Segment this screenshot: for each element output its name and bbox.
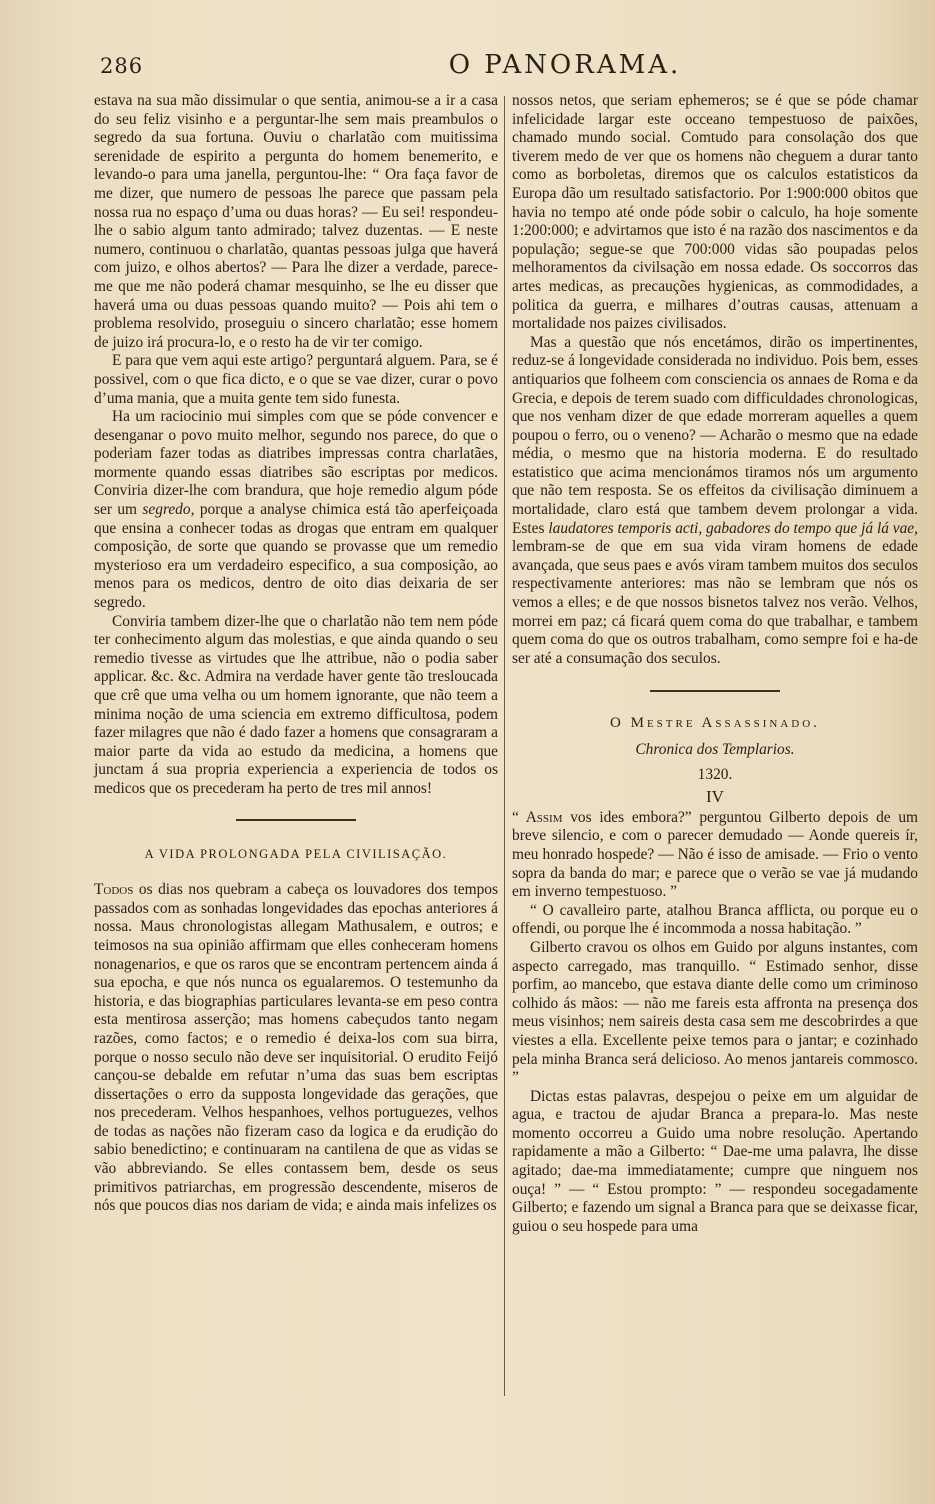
paragraph: Conviria tambem dizer-lhe que o charlatão não tem nem póde ter conhecimento algum das molestias, e que ainda quando o seu remedio tivesse as virtudes que lhe attribue, não o podia saber applicar. &c. &c. Admira na verdade haver gente tão tresloucada que crê que uma velha ou um homem ignorante, que não teem a minima noção de uma sciencia em extremo difficultosa, podem fazer milagres que não é dado fazer a homens que consagraram a maior parte da vida ao estudo da medicina, a homens que junctam á sua propria experiencia a experiencia de todos os medicos que os precederam ha perto de tres mil annos! [94,612,498,797]
paragraph-text: lembram-se de que em sua vida viram homens de edade avançada, que seus paes e avós viram tambem muitos dos seculos respectivamente anteriores: mas não se lembram que nós os vemos a elles; e de que nossos bisnetos talvez nos verão. Velhos, morrei em paz; cá ficará quem coma do que trabalhar, e tambem quem coma do que os outros trabalham, como sempre foi e ha-de ser até a consumação dos seculos. [512,538,918,667]
paragraph-text: porque a analyse chimica está tão aperfeiçoada que ensina a conhecer todas as drogas que entram em qualquer composição, de sorte que quando se provasse que um remedio mysterioso era um verdadeiro especifico, a sua composição, ao menos para os medicos, dentro de oito dias deixaria de ser segredo. [94,501,498,612]
section-rule [650,690,780,692]
paragraph [512,334,918,669]
paragraph-text: Mas a questão que nós encetámos, dirão os impertinentes, reduz-se á longevidade considerada no individuo. Pois bem, esses antiquarios que folheem com consciencia os annaes de Roma e da Grecia, e depois de terem suado com difficuldades chronologicas, que nos venham dizer de que edade morreram aquelles a quem poupou o ferro, ou o veneno? — Acharão o mesmo que na edade média, o mesmo que na historia moderna. E do resultado estatistico que acima mencionámos tiramos nós um argumento que não tem resposta. Se os effeitos da civilisação diminuem a mortalidade, claro está que tambem devem prolongar a vida. Estes [512,333,918,537]
lead-word: “ Assim [512,808,563,826]
italic-phrase: laudatores temporis acti, gabadores do tempo que já lá vae, [548,519,918,537]
paragraph-text: vos ides embora?” perguntou Gilberto depois de um breve silencio, e com o parecer demudado — Aonde quereis ír, meu honrado hospede? — Não é isso de amisade. — Frio o vento sopra da banda do mar; e parece que o verão se vae já mudando em inverno tempestuoso. ” [512,808,918,901]
paragraph [512,809,918,902]
story-subtitle: Chronica dos Templarios. [635,741,795,758]
paragraph: “ O cavalleiro parte, atalhou Branca afflicta, ou porque eu o offendi, ou porque lhe é incommoda a nossa habitação. ” [512,901,918,938]
page-header [100,50,920,86]
paragraph-text: Ha um raciocinio mui simples com que se póde convencer e desenganar o povo muito melhor, segundo nos parece, do que o poderiam fazer todas as diatribes impressas contra charlatães, mormente quando essas diatribes são escriptas por medicos. Conviria dizer-lhe com brandura, que hoje remedio algum póde ser um [94,408,498,519]
story-part-number: IV [706,787,724,807]
column-divider [504,96,505,1396]
section-rule [236,819,356,821]
left-column [94,92,498,1216]
paragraph-text: os dias nos quebram a cabeça os louvadores dos tempos passados com as sonhadas longevidades das epochas anteriores á nossa. Maus chronologistas allegam Mathusalem, e outros; e teimosos na sua opinião affirmam que elles conheceram homens nonagenarios, e que os raros que se encontram pertencem ainda á sua epocha, e que nós nunca os egualaremos. O testemunho da historia, e das biographias particulares levanta-se em peso contra esta mentirosa asserção; mas homens cabeçudos tanto negam razões, como factos; e o remedio é deixa-los com sua birra, porque o nosso seculo não deve ser inquisitorial. O erudito Feijó cançou-se debalde em refutar n’uma das suas bem escriptas dissertações o erro da supposta longevidade das gerações, que nos precederam. Velhos hespanhoes, velhos portuguezes, velhos de todas as nações não fizeram caso da logica e da erudição do sabio benedictino; e continuaram na cantilena de que as vidas se vão abbreviando. Se elles contassem bem, desde os seus primitivos patriarchas, em progressão descendente, miseros de nós que poucos dias nos dariam de vida; e ainda mais infelizes os [94,881,498,1215]
paragraph: estava na sua mão dissimular o que sentia, animou-se a ir a casa do seu feliz visinho e a perguntar-lhe sem mais preambulos o segredo da sua fortuna. Ouviu o charlatão com muitissima serenidade de espirito a pergunta do homem benemerito, e levando-o para uma janella, perguntou-lhe: “ Ora faça favor de me dizer, que numero de pessoas lhe parece que passam pela nossa rua no espaço d’uma ou duas horas? — Eu sei! respondeu-lhe o sabio algum tanto admirado; talvez duzentas. — E neste numero, continuou o charlatão, quantas pessoas julga que haverá com juizo, e olhos abertos? — Para lhe dizer a verdade, parece-me que me não poderá chamar mesquinho, se lhe eu disser que haverá uma ou duas pessoas quando muito? — Pois ahi tem o problema resolvido, proseguiu o sincero charlatão; esse homem de juizo irá procura-lo, e o resto ha de vir ter comigo. [94,92,498,351]
story-title: O Mestre Assassinado. [610,715,820,732]
right-column [512,92,918,1236]
page-number: 286 [100,54,144,78]
paragraph [94,881,498,1216]
italic-word: segredo, [142,501,195,519]
paragraph: nossos netos, que seriam ephemeros; se é que se póde chamar infelicidade largar este occeano tempestuoso de paixões, chamado mundo social. Comtudo para consolação dos que tiverem medo de ver que os homens não cheguem a durar tanto como as borboletas, diremos que os calculos estatisticos da Europa dão um resultado satisfactorio. Por 1:900:000 obitos que havia no tempo até onde póde sobir o calculo, ha hoje somente 1:200:000; e advirtamos que isto é na razão dos nascimentos e da população; segue-se que 700:000 vidas são poupadas pelos melhoramentos da civilsação em nossa edade. Os soccorros das artes medicas, as precauções hygienicas, as commodidades, a politica da guerra, e milhares d’outras causas, attenuam a mortalidade nos paizes civilisados. [512,92,918,333]
paragraph: E para que vem aqui este artigo? perguntará alguem. Para, se é possivel, com o que fica dicto, e o que se vae dizer, curar o povo d’uma mania, que a muita gente tem sido funesta. [94,352,498,407]
section-title: A VIDA PROLONGADA PELA CIVILISAÇÃO. [144,846,448,861]
journal-title: O PANORAMA. [448,50,682,80]
story-year: 1320. [697,765,733,783]
paragraph: Dictas estas palavras, despejou o peixe em um alguidar de agua, e tractou de ajudar Branca a prepara-lo. Mas neste momento occorreu a Guido uma nobre resolução. Apertando rapidamente a mão a Gilberto: “ Dae-me uma palavra, lhe disse agitado; dae-ma immediatamente; cumpre que ninguem nos ouça! ” — “ Estou prompto: ” — respondeu socegadamente Gilberto; e fazendo um signal a Branca para que se deixasse ficar, guiou o seu hospede para uma [512,1087,918,1235]
lead-word: Todos [94,881,134,899]
paragraph: Gilberto cravou os olhos em Guido por alguns instantes, com aspecto carregado, mas tranquillo. “ Estimado senhor, disse porfim, ao mancebo, que estava diante delle como um criminoso colhido ás mãos: — não me fareis esta affronta na presença dos meus visinhos; nem saireis desta casa sem me descobrirdes a que viestes a ella. Excellente peixe temos para o jantar; e cozinhado pela minha Branca será delicioso. Ao menos jantareis commosco. ” [512,938,918,1087]
paragraph [94,408,498,613]
